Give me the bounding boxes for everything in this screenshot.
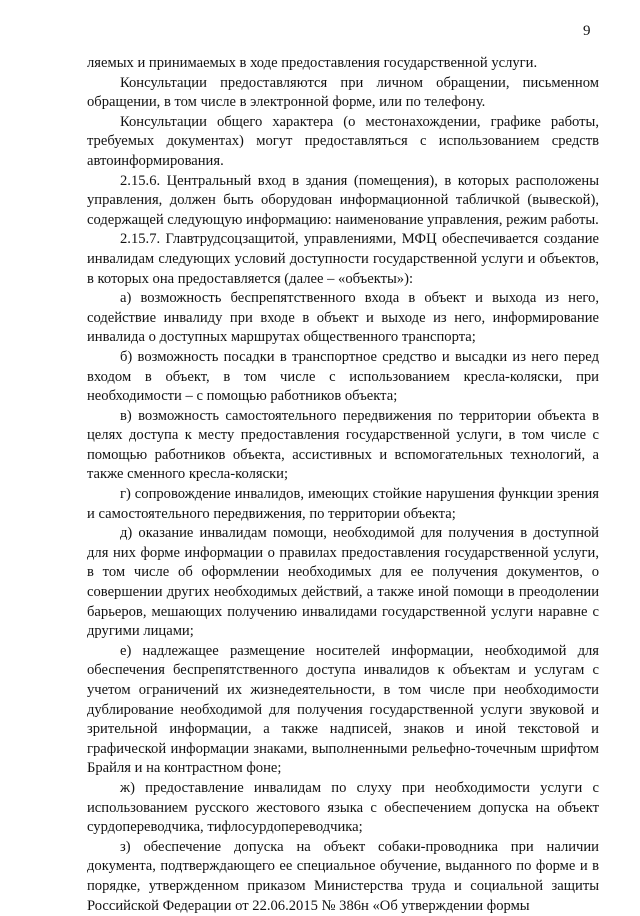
paragraph-item-zh: ж) предоставление инвалидам по слуху при необходимости услуги с использованием русского жестового языка с обеспечением допуска на объект сурдопереводчика, тифлосурдопереводчика; bbox=[87, 779, 599, 836]
paragraph-item-g: г) сопровождение инвалидов, имеющих стойкие нарушения функции зрения и самостоятельного передвижения, по территории объекта; bbox=[87, 486, 599, 522]
paragraph-item-v: в) возможность самостоятельного передвижения по территории объекта в целях доступа к месту предоставления государственной услуги, в том числе с помощью работников объекта, ассистивных и вспомогательных технологий, а также сменного кресла-коляски; bbox=[87, 407, 599, 483]
document-body bbox=[87, 54, 599, 916]
paragraph-item-a: а) возможность беспрепятственного входа в объект и выхода из него, содействие инвалиду при входе в объект и выходе из него, информирование инвалида о доступных маршрутах общественного транспорта; bbox=[87, 290, 599, 346]
paragraph-item-b: б) возможность посадки в транспортное средство и высадки из него перед входом в объект, в том числе с использованием кресла-коляски, при необходимости – с помощью работников объекта; bbox=[87, 348, 599, 405]
paragraph-item-e: е) надлежащее размещение носителей информации, необходимой для обеспечения беспрепятственного доступа инвалидов к объектам и услугам с учетом ограничений их жизнедеятельности, в том числе при необходимости дублирование необходимой для получения государственной услуги звуковой и зрительной информации, а также надписей, знаков и иной текстовой и графической информации знаками, выполненными рельефно-точечным шрифтом Брайля и на контрастном фоне; bbox=[87, 642, 599, 777]
paragraph-continuation: ляемых и принимаемых в ходе предоставления государственной услуги. bbox=[87, 55, 538, 71]
paragraph-consultations-general: Консультации общего характера (о местонахождении, графике работы, требуемых документах) могут предоставляться с использованием средств автоинформирования. bbox=[87, 113, 599, 169]
paragraph-2-15-7: 2.15.7. Главтрудсоцзащитой, управлениями, МФЦ обеспечивается создание инвалидам следующих условий доступности государственной услуги и объектов, в которых она предоставляется (далее – «объекты»): bbox=[87, 231, 599, 287]
page-number: 9 bbox=[583, 23, 591, 39]
paragraph-item-z: з) обеспечение допуска на объект собаки-проводника при наличии документа, подтверждающего ее специальное обучение, выданного по форме и в порядке, утвержденном приказом Министерства труда и социальной защиты Российской Федерации от 22.06.2015 № 386н «Об утверждении формы bbox=[87, 838, 599, 914]
paragraph-consultations-forms: Консультации предоставляются при личном обращении, письменном обращении, в том числе в электронной форме, или по телефону. bbox=[87, 74, 599, 111]
paragraph-item-d: д) оказание инвалидам помощи, необходимой для получения в доступной для них форме информации о правилах предоставления государственной услуги, в том числе об оформлении необходимых для ее получения документов, о совершении других необходимых действий, а также иной помощи в преодолении барьеров, мешающих получению инвалидами государственной услуги наравне с другими лицами; bbox=[87, 525, 599, 640]
paragraph-2-15-6: 2.15.6. Центральный вход в здания (помещения), в которых расположены управления, должен быть оборудован информационной табличкой (вывеской), содержащей следующую информацию: наименование управления, режим работы. bbox=[87, 172, 599, 228]
